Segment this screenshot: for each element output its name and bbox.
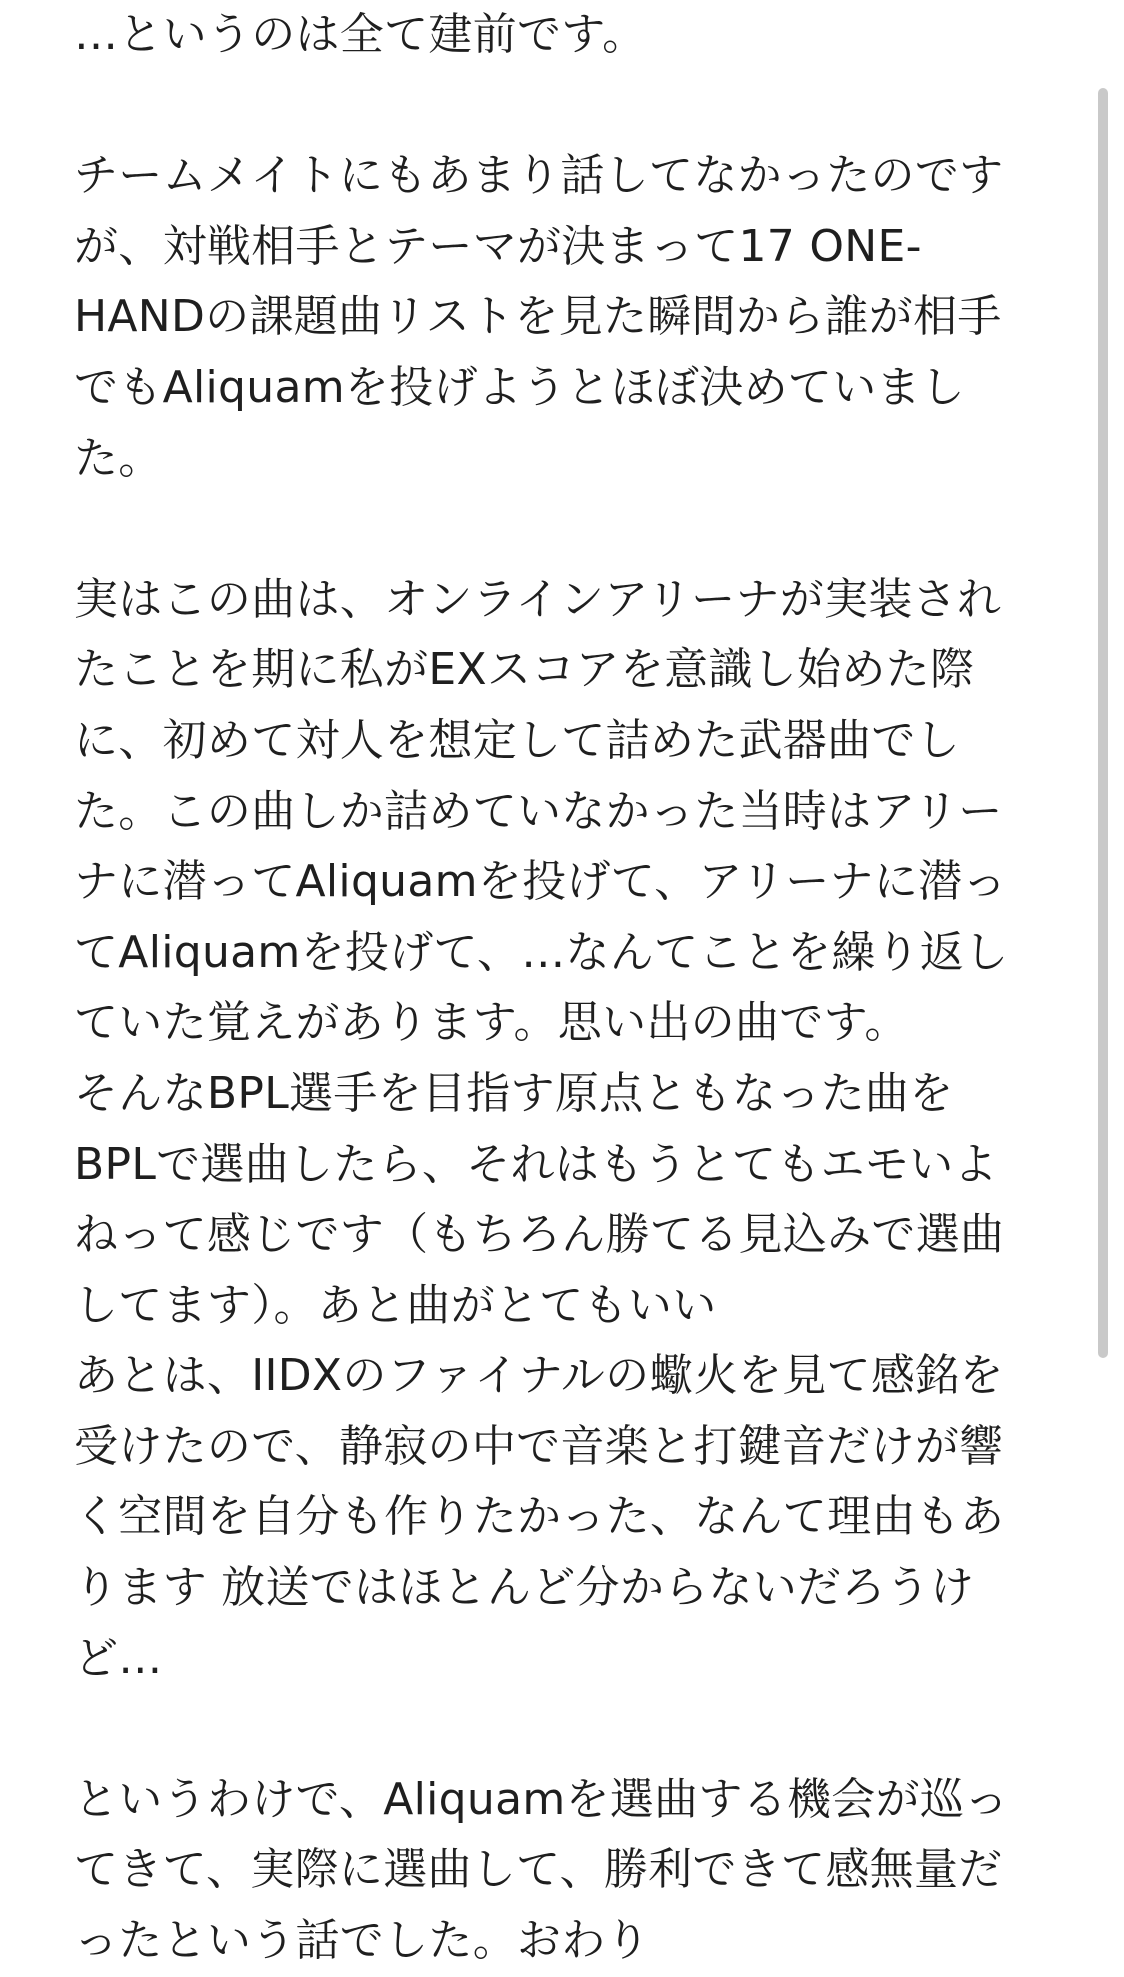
text-line: ナに潜ってAliquamを投げて、アリーナに潜っ — [74, 856, 1007, 908]
text-line: ねって感じです（もちろん勝てる見込みで選曲 — [74, 1209, 1005, 1261]
text-line: HANDの課題曲リストを見た瞬間から誰が相手 — [74, 291, 1002, 343]
text-line: に、初めて対人を想定して詰めた武器曲でし — [74, 714, 960, 766]
paragraph-gap — [74, 1694, 1034, 1765]
text-line: してます）。あと曲がとてもいい — [74, 1279, 717, 1331]
text-line: ど… — [74, 1632, 163, 1684]
text-line: そんなBPL選手を目指す原点ともなった曲を — [74, 1067, 954, 1119]
text-line: ったという話でした。おわり — [74, 1915, 650, 1967]
text-line: が、対戦相手とテーマが決まって17 ONE- — [74, 220, 922, 272]
text-line: てきて、実際に選曲して、勝利できて感無量だ — [74, 1844, 1003, 1896]
text-line: たことを期に私がEXスコアを意識し始めた際 — [74, 644, 975, 696]
text-line: た。この曲しか詰めていなかった当時はアリー — [74, 785, 1003, 837]
paragraph-gap — [74, 494, 1034, 565]
text-line: く空間を自分も作りたかった、なんて理由もあ — [74, 1491, 1005, 1543]
text-line: てAliquamを投げて、…なんてことを繰り返し — [74, 926, 1009, 978]
text-line: でもAliquamを投げようとほぼ決めていまし — [74, 361, 966, 413]
article-body — [74, 0, 1034, 1977]
text-line: 実はこの曲は、オンラインアリーナが実装され — [74, 573, 1002, 625]
text-line: あとは、IIDXのファイナルの蠍火を見て感銘を — [74, 1350, 1004, 1402]
text-line: …というのは全て建前です。 — [74, 9, 647, 60]
text-line: た。 — [74, 432, 163, 484]
text-line: BPLで選曲したら、それはもうとてもエモいよ — [74, 1138, 998, 1190]
text-line: というわけで、Aliquamを選曲する機会が巡っ — [74, 1773, 1009, 1825]
text-line: 受けたので、静寂の中で音楽と打鍵音だけが響 — [74, 1420, 1004, 1472]
text-line: ていた覚えがあります。思い出の曲です。 — [74, 997, 909, 1049]
text-line: ります 放送ではほとんど分からないだろうけ — [74, 1562, 975, 1614]
paragraph-gap — [74, 71, 1034, 142]
text-line: チームメイトにもあまり話してなかったのです — [74, 150, 1004, 202]
scrollbar-thumb[interactable] — [1098, 88, 1108, 1358]
